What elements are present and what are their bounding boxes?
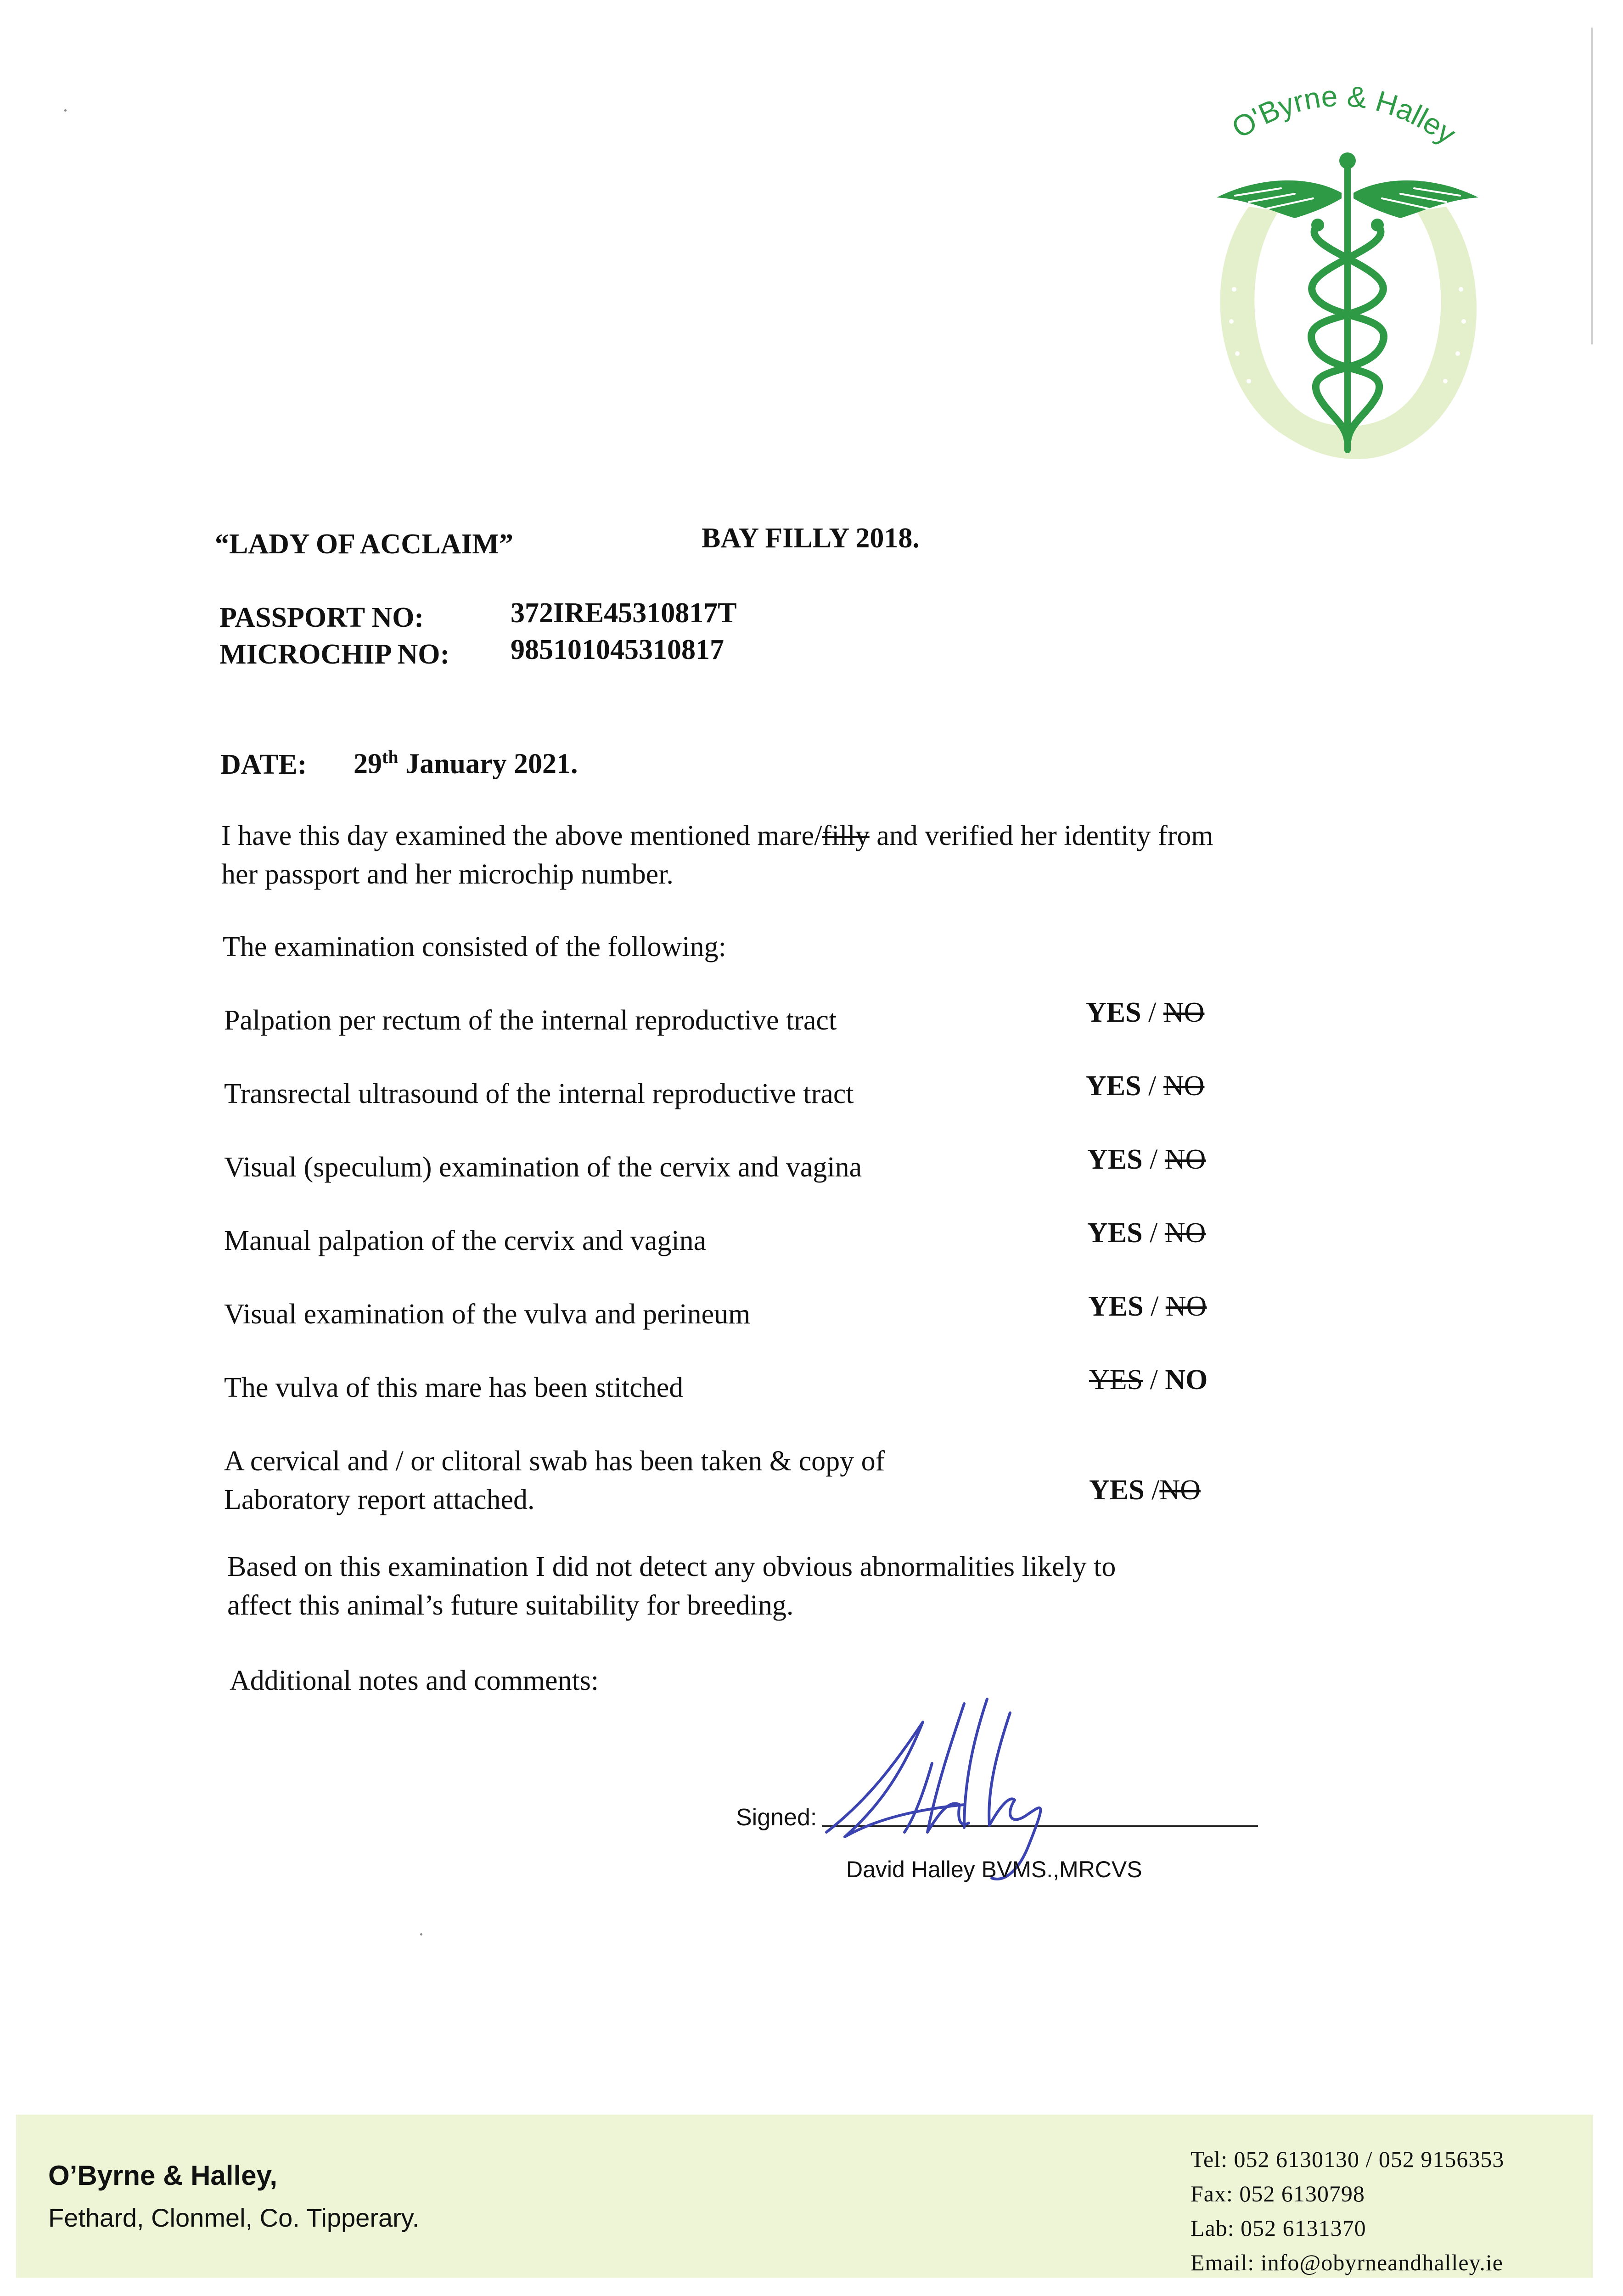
exam-item-answer <box>1087 1143 1206 1176</box>
horse-name: “LADY OF ACCLAIM” <box>215 529 513 560</box>
exam-item-text: Transrectal ultrasound of the internal reproductive tract <box>224 1078 854 1109</box>
exam-item-text: Palpation per rectum of the internal reproductive tract <box>224 1005 837 1036</box>
exam-item-text: Manual palpation of the cervix and vagina <box>224 1225 707 1256</box>
answer-yes: YES <box>1089 1364 1143 1396</box>
answer-separator: / <box>1143 1291 1166 1322</box>
date-label: DATE: <box>220 749 307 780</box>
microchip-value: 985101045310817 <box>511 634 724 665</box>
answer-yes: YES <box>1087 1144 1143 1175</box>
logo-wordmark: O'Byrne & Halley <box>1226 79 1462 151</box>
intro-paragraph <box>221 816 1213 894</box>
exam-item-answer <box>1086 996 1204 1029</box>
answer-yes: YES <box>1086 1070 1141 1102</box>
passport-value: 372IRE45310817T <box>511 597 737 629</box>
footer-address: Fethard, Clonmel, Co. Tipperary. <box>48 2203 420 2232</box>
date-value <box>354 746 578 781</box>
exam-item-label <box>224 1368 683 1407</box>
exam-item-label <box>224 1001 837 1040</box>
footer-tel: Tel: 052 6130130 / 052 9156353 <box>1191 2146 1505 2172</box>
answer-no: NO <box>1164 1217 1206 1249</box>
footer-fax: Fax: 052 6130798 <box>1191 2181 1365 2206</box>
answer-separator: / <box>1142 1217 1165 1249</box>
intro-line-2: her passport and her microchip number. <box>221 859 674 890</box>
scan-edge-line <box>1591 28 1593 344</box>
date-suffix: th <box>382 747 399 767</box>
scan-speck <box>420 1933 422 1936</box>
exam-item-answer <box>1089 1474 1201 1507</box>
footer-lab: Lab: 052 6131370 <box>1191 2215 1366 2241</box>
answer-separator: / <box>1141 997 1163 1028</box>
exam-item-label <box>224 1442 885 1519</box>
exam-item-answer <box>1086 1070 1204 1103</box>
exam-item-text-2: Laboratory report attached. <box>224 1484 535 1515</box>
exam-item-text: The vulva of this mare has been stitched <box>224 1372 684 1403</box>
date-day: 29 <box>354 748 382 780</box>
intro-text-2: and verified her identity from <box>869 820 1213 851</box>
horse-description: BAY FILLY 2018. <box>702 523 920 554</box>
answer-no: NO <box>1164 1144 1206 1175</box>
intro-text-1: I have this day examined the above mentioned mare/ <box>221 820 822 851</box>
conclusion-line-2: affect this animal’s future suitability for breeding. <box>227 1590 794 1621</box>
exam-item-label <box>224 1295 750 1334</box>
footer-company-name: O’Byrne & Halley, <box>48 2160 278 2191</box>
exam-item-text: A cervical and / or clitoral swab has been taken & copy of <box>224 1446 885 1477</box>
answer-no: NO <box>1159 1474 1201 1506</box>
exam-item-text: Visual (speculum) examination of the cervix and vagina <box>224 1152 862 1183</box>
footer-email[interactable]: Email: info@obyrneandhalley.ie <box>1191 2250 1503 2275</box>
answer-separator: / <box>1143 1364 1165 1396</box>
conclusion-line-1: Based on this examination I did not detect any obvious abnormalities likely to <box>227 1551 1116 1582</box>
intro-struck-word: filly <box>822 820 870 851</box>
answer-separator: / <box>1144 1474 1160 1506</box>
answer-no: NO <box>1163 997 1205 1028</box>
exam-item-answer <box>1088 1290 1207 1323</box>
answer-no: NO <box>1165 1364 1208 1396</box>
signed-label: Signed: <box>736 1804 817 1831</box>
exam-item-label <box>224 1148 862 1187</box>
exam-item-text: Visual examination of the vulva and perineum <box>224 1299 751 1330</box>
signer-name: David Halley BVMS.,MRCVS <box>846 1857 1142 1882</box>
exam-item-label <box>224 1075 854 1113</box>
intro-line-1 <box>221 816 1213 855</box>
conclusion-paragraph <box>227 1548 1116 1625</box>
answer-separator: / <box>1141 1070 1163 1102</box>
notes-label: Additional notes and comments: <box>230 1665 599 1696</box>
letterhead-footer <box>16 2115 1593 2278</box>
answer-yes: YES <box>1087 1217 1143 1249</box>
exam-item-answer <box>1087 1217 1206 1249</box>
answer-no: NO <box>1163 1070 1205 1102</box>
passport-label: PASSPORT NO: <box>219 602 424 633</box>
answer-separator: / <box>1142 1144 1165 1175</box>
microchip-label: MICROCHIP NO: <box>219 639 450 670</box>
date-rest: January 2021. <box>405 748 578 780</box>
exam-item-answer <box>1089 1364 1207 1396</box>
answer-no: NO <box>1165 1291 1207 1322</box>
exam-heading: The examination consisted of the following: <box>223 931 726 962</box>
company-logo <box>1180 73 1511 468</box>
answer-yes: YES <box>1088 1291 1144 1322</box>
scan-speck <box>64 109 67 112</box>
footer-contacts <box>1191 2142 1504 2280</box>
answer-yes: YES <box>1086 997 1141 1028</box>
answer-yes: YES <box>1089 1474 1145 1506</box>
exam-item-label <box>224 1221 706 1260</box>
